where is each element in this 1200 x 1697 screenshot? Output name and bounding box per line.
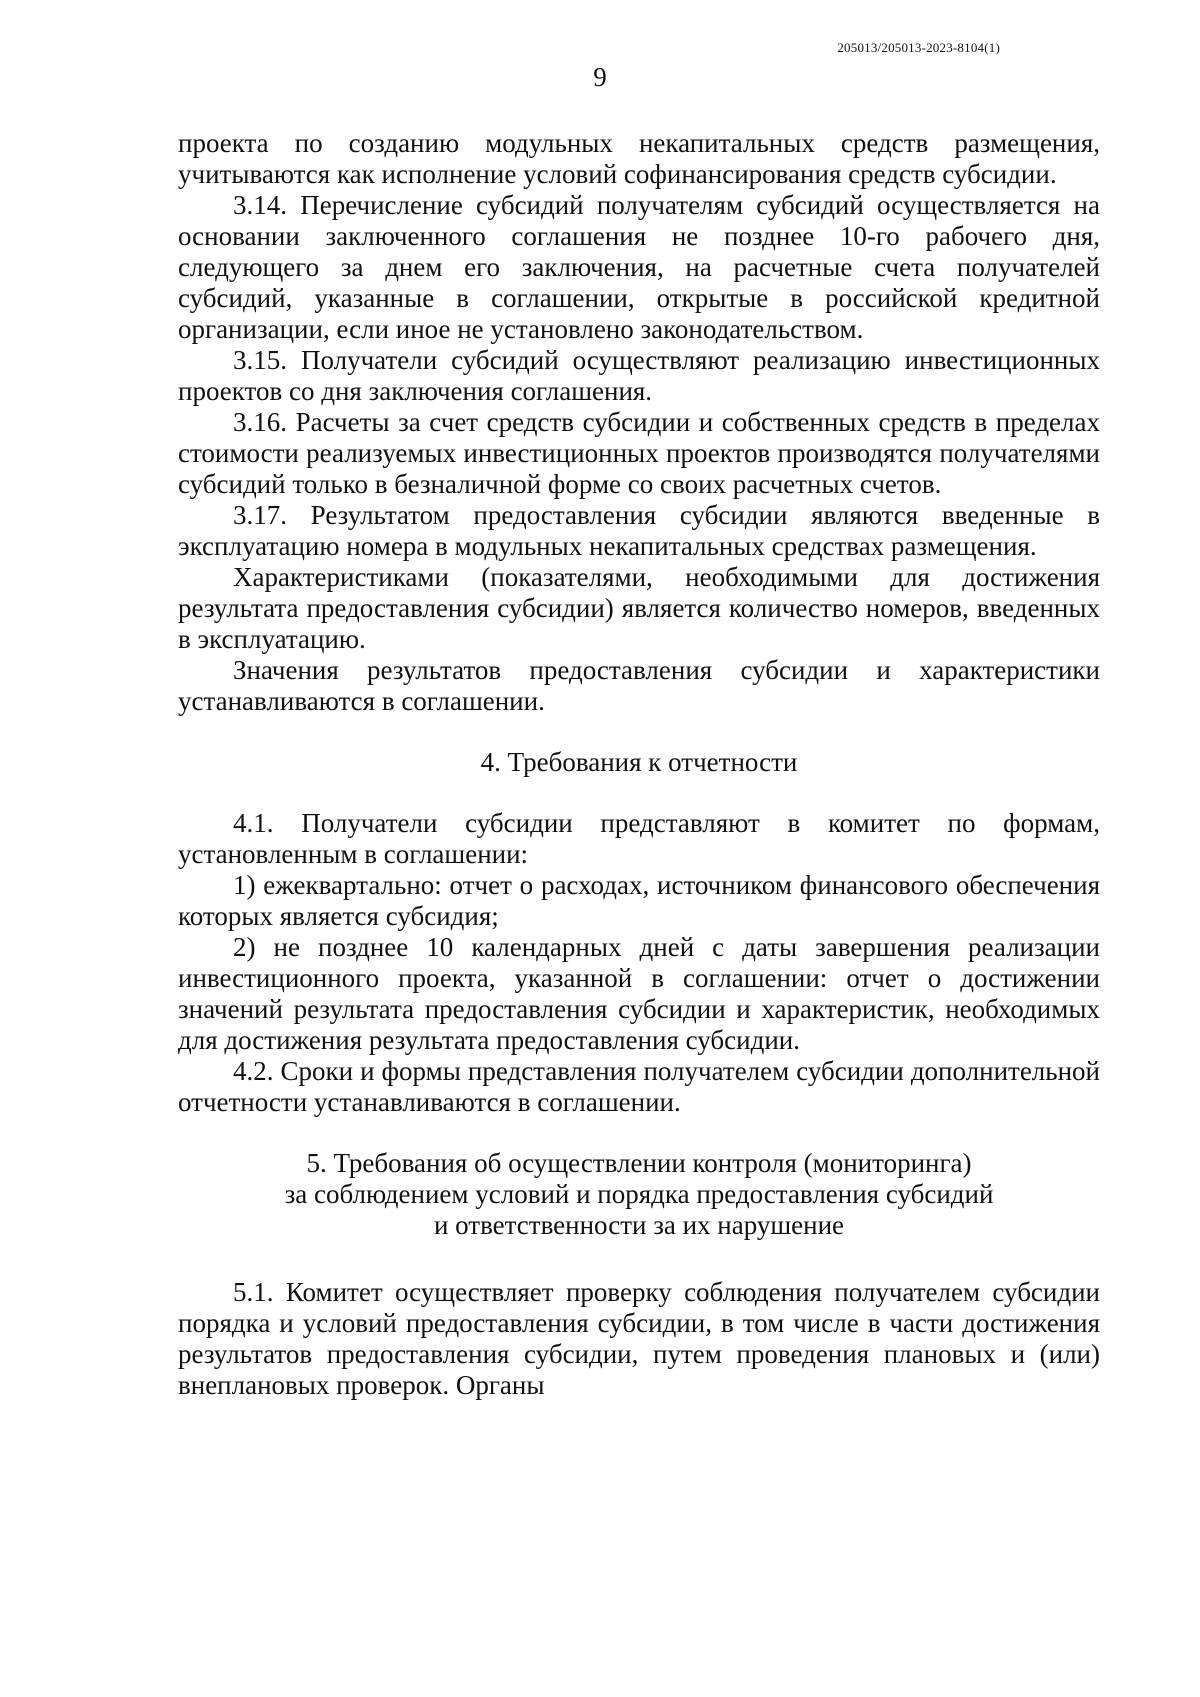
section-4-heading: 4. Требования к отчетности <box>480 747 798 777</box>
section-5-heading-line-2: за соблюдением условий и порядка предоставления субсидий <box>284 1179 994 1209</box>
document-id: 205013/205013-2023-8104(1) <box>837 40 1000 55</box>
paragraph-4-1: 4.1. Получатели субсидии представляют в комитет по формам, установленным в соглашении: <box>178 808 1100 869</box>
paragraph-characteristics: Характеристиками (показателями, необходимыми для достижения результата предоставления субсидии) является количество номеров, введенных в эксплуатацию. <box>178 562 1100 654</box>
page-number: 9 <box>593 62 607 92</box>
paragraph-3-15: 3.15. Получатели субсидий осуществляют реализацию инвестиционных проектов со дня заключения соглашения. <box>178 345 1100 406</box>
paragraph-4-2: 4.2. Сроки и формы представления получателем субсидии дополнительной отчетности устанавливаются в соглашении. <box>178 1056 1100 1117</box>
paragraph-4-1-item-2: 2) не позднее 10 календарных дней с даты завершения реализации инвестиционного проекта, указанной в соглашении: отчет о достижении значений результата предоставления субсидии и характеристик, необходимых для достижения результата предоставления субсидии. <box>178 932 1100 1055</box>
section-5-heading-line-1: 5. Требования об осуществлении контроля (мониторинга) <box>306 1148 972 1178</box>
paragraph-4-1-item-1: 1) ежеквартально: отчет о расходах, источником финансового обеспечения которых является субсидия; <box>178 870 1100 931</box>
paragraph-3-14: 3.14. Перечисление субсидий получателям субсидий осуществляется на основании заключенного соглашения не позднее 10-го рабочего дня, следующего за днем его заключения, на расчетные счета получателей субсидий, указанные в соглашении, открытые в российской кредитной организации, если иное не установлено законодательством. <box>178 190 1100 344</box>
section-5-heading-line-3: и ответственности за их нарушение <box>433 1210 845 1240</box>
paragraph-3-16: 3.16. Расчеты за счет средств субсидии и собственных средств в пределах стоимости реализуемых инвестиционных проектов производятся получателями субсидий только в безналичной форме со своих расчетных счетов. <box>178 407 1100 499</box>
paragraph-values: Значения результатов предоставления субсидии и характеристики устанавливаются в соглашении. <box>178 655 1100 716</box>
paragraph-5-1: 5.1. Комитет осуществляет проверку соблюдения получателем субсидии порядка и условий предоставления субсидии, в том числе в части достижения результатов предоставления субсидии, путем проведения плановых и (или) внеплановых проверок. Органы <box>178 1277 1100 1400</box>
document-body <box>178 128 1100 1401</box>
section-5-heading <box>178 1148 1100 1241</box>
paragraph-3-17: 3.17. Результатом предоставления субсидии являются введенные в эксплуатацию номера в модульных некапитальных средствах размещения. <box>178 500 1100 561</box>
paragraph-continuation: проекта по созданию модульных некапитальных средств размещения, учитываются как исполнение условий софинансирования средств субсидии. <box>178 128 1100 189</box>
